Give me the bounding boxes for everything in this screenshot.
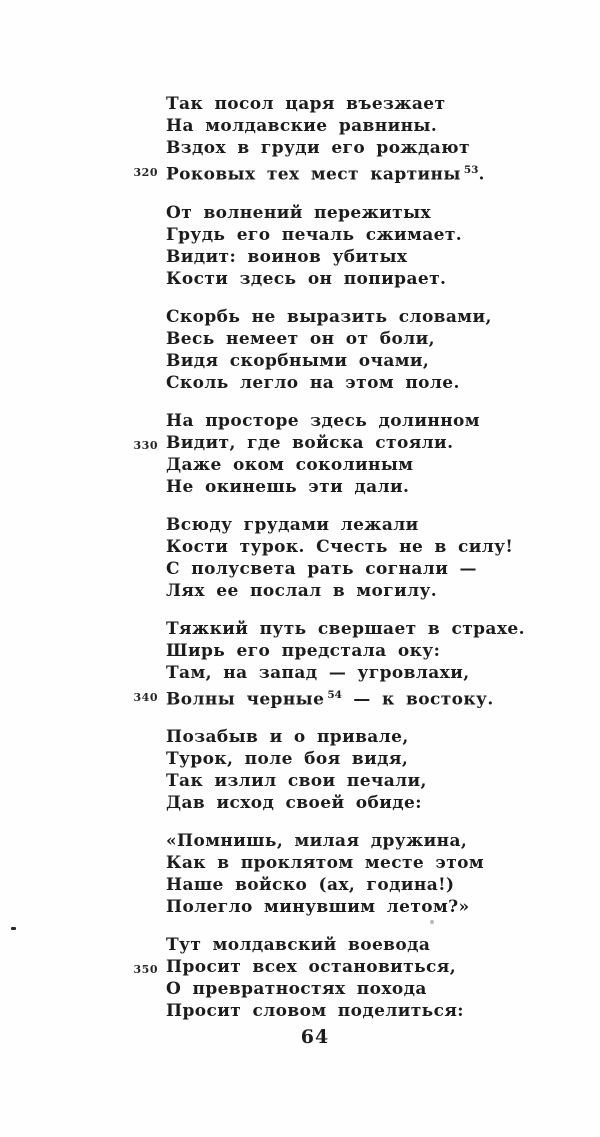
line-text: Позабыв и о привале, — [166, 727, 409, 748]
poem-line — [166, 137, 525, 159]
line-number: 350 — [133, 963, 158, 977]
line-text: Полегло минувшим летом?» — [166, 897, 470, 918]
poem-line — [166, 536, 525, 558]
line-number: 340 — [133, 690, 158, 704]
poem-line — [166, 558, 525, 580]
poem-line — [166, 748, 525, 770]
poem-line — [166, 852, 525, 874]
poem-line — [166, 410, 525, 432]
footnote-reference: 53 — [463, 164, 479, 176]
line-text: От волнений пережитых — [166, 202, 432, 223]
stanza — [166, 830, 525, 918]
line-text: Грудь его печаль сжимает. — [166, 224, 463, 245]
line-text: Тяжкий путь свершает в страхе. — [166, 618, 525, 639]
stanza — [166, 202, 525, 290]
line-number: 320 — [133, 166, 158, 179]
poem-line — [166, 770, 525, 792]
line-text: Скорбь не выразить словами, — [166, 306, 492, 327]
poem-line — [166, 454, 525, 476]
line-text-suffix: — к востоку. — [341, 689, 494, 710]
line-text: Тут молдавский воевода — [166, 935, 431, 956]
stanza — [133, 93, 525, 186]
line-text: С полусвета рать согнали — — [166, 558, 477, 579]
line-text: Весь немеет он от боли, — [166, 328, 435, 349]
poem-line — [166, 328, 525, 350]
poem-line — [133, 432, 525, 454]
poem-line — [166, 830, 525, 852]
poem-line — [166, 618, 525, 640]
scan-artifact — [11, 927, 16, 930]
stanza — [166, 514, 525, 602]
footnote-reference: 54 — [327, 688, 342, 701]
line-number: 330 — [133, 438, 158, 452]
stanza — [133, 934, 525, 1022]
line-text-suffix: . — [478, 164, 485, 185]
stanza — [133, 410, 525, 498]
poem-line — [166, 372, 525, 394]
poem-line — [166, 580, 525, 602]
line-text: Видит: воинов убитых — [166, 246, 408, 267]
poem-line — [166, 115, 525, 137]
poem-line — [166, 934, 525, 956]
line-text: Волны черные — [166, 689, 325, 710]
poem-line — [166, 1000, 525, 1022]
line-text: На просторе здесь долинном — [166, 410, 480, 431]
page-number: 64 — [300, 1026, 330, 1048]
line-text: Как в проклятом месте этом — [166, 853, 485, 874]
poem-line — [133, 956, 525, 978]
line-text: Дав исход своей обиде: — [166, 793, 422, 814]
poem-line — [166, 350, 525, 372]
line-text: О превратностях похода — [166, 979, 427, 1000]
poem-line — [166, 978, 525, 1000]
poem-line — [133, 684, 525, 711]
line-text: Так излил свои печали, — [166, 771, 427, 792]
poem-line — [166, 874, 525, 896]
poem-line — [166, 202, 525, 224]
poem-line — [166, 640, 525, 662]
poem-line — [166, 514, 525, 536]
line-text: Вздох в груди его рождают — [166, 138, 470, 158]
line-text: Просит словом поделиться: — [166, 1001, 464, 1022]
poem-line — [166, 476, 525, 498]
poem — [133, 93, 525, 1038]
stanza — [166, 726, 525, 814]
poem-line — [166, 93, 525, 115]
line-text: Роковых тех мест картины — [166, 164, 461, 185]
line-text: Наше войско (ах, година!) — [166, 875, 455, 896]
poem-line — [166, 268, 525, 290]
line-text: Всюду грудами лежали — [166, 514, 419, 535]
line-text: На молдавские равнины. — [166, 116, 438, 136]
stanza — [166, 306, 525, 394]
line-text: Турок, поле боя видя, — [166, 749, 409, 770]
stanza — [133, 618, 525, 711]
poem-line — [166, 224, 525, 246]
poem-line — [166, 306, 525, 328]
line-text: Даже оком соколиным — [166, 454, 414, 475]
line-text: Видит, где войска стояли. — [166, 432, 454, 453]
line-text: Там, на запад — угровлахи, — [166, 662, 470, 683]
poem-line — [166, 726, 525, 748]
poem-line — [166, 792, 525, 814]
line-text: Видя скорбными очами, — [166, 350, 430, 371]
poem-line — [166, 896, 525, 918]
poem-line — [133, 159, 525, 186]
line-text: Ширь его предстала оку: — [166, 640, 441, 661]
line-text: Не окинешь эти дали. — [166, 476, 410, 497]
line-text: Лях ее послал в могилу. — [166, 580, 438, 601]
scan-artifact — [430, 920, 434, 924]
poem-line — [166, 662, 525, 684]
poem-line — [166, 246, 525, 268]
line-text: Сколь легло на этом поле. — [166, 372, 460, 393]
line-text: Просит всех остановиться, — [166, 957, 457, 978]
line-text: «Помнишь, милая дружина, — [166, 831, 468, 852]
line-text: Так посол царя въезжает — [166, 94, 446, 114]
line-text: Кости здесь он попирает. — [166, 268, 447, 289]
line-text: Кости турок. Счесть не в силу! — [166, 536, 514, 557]
